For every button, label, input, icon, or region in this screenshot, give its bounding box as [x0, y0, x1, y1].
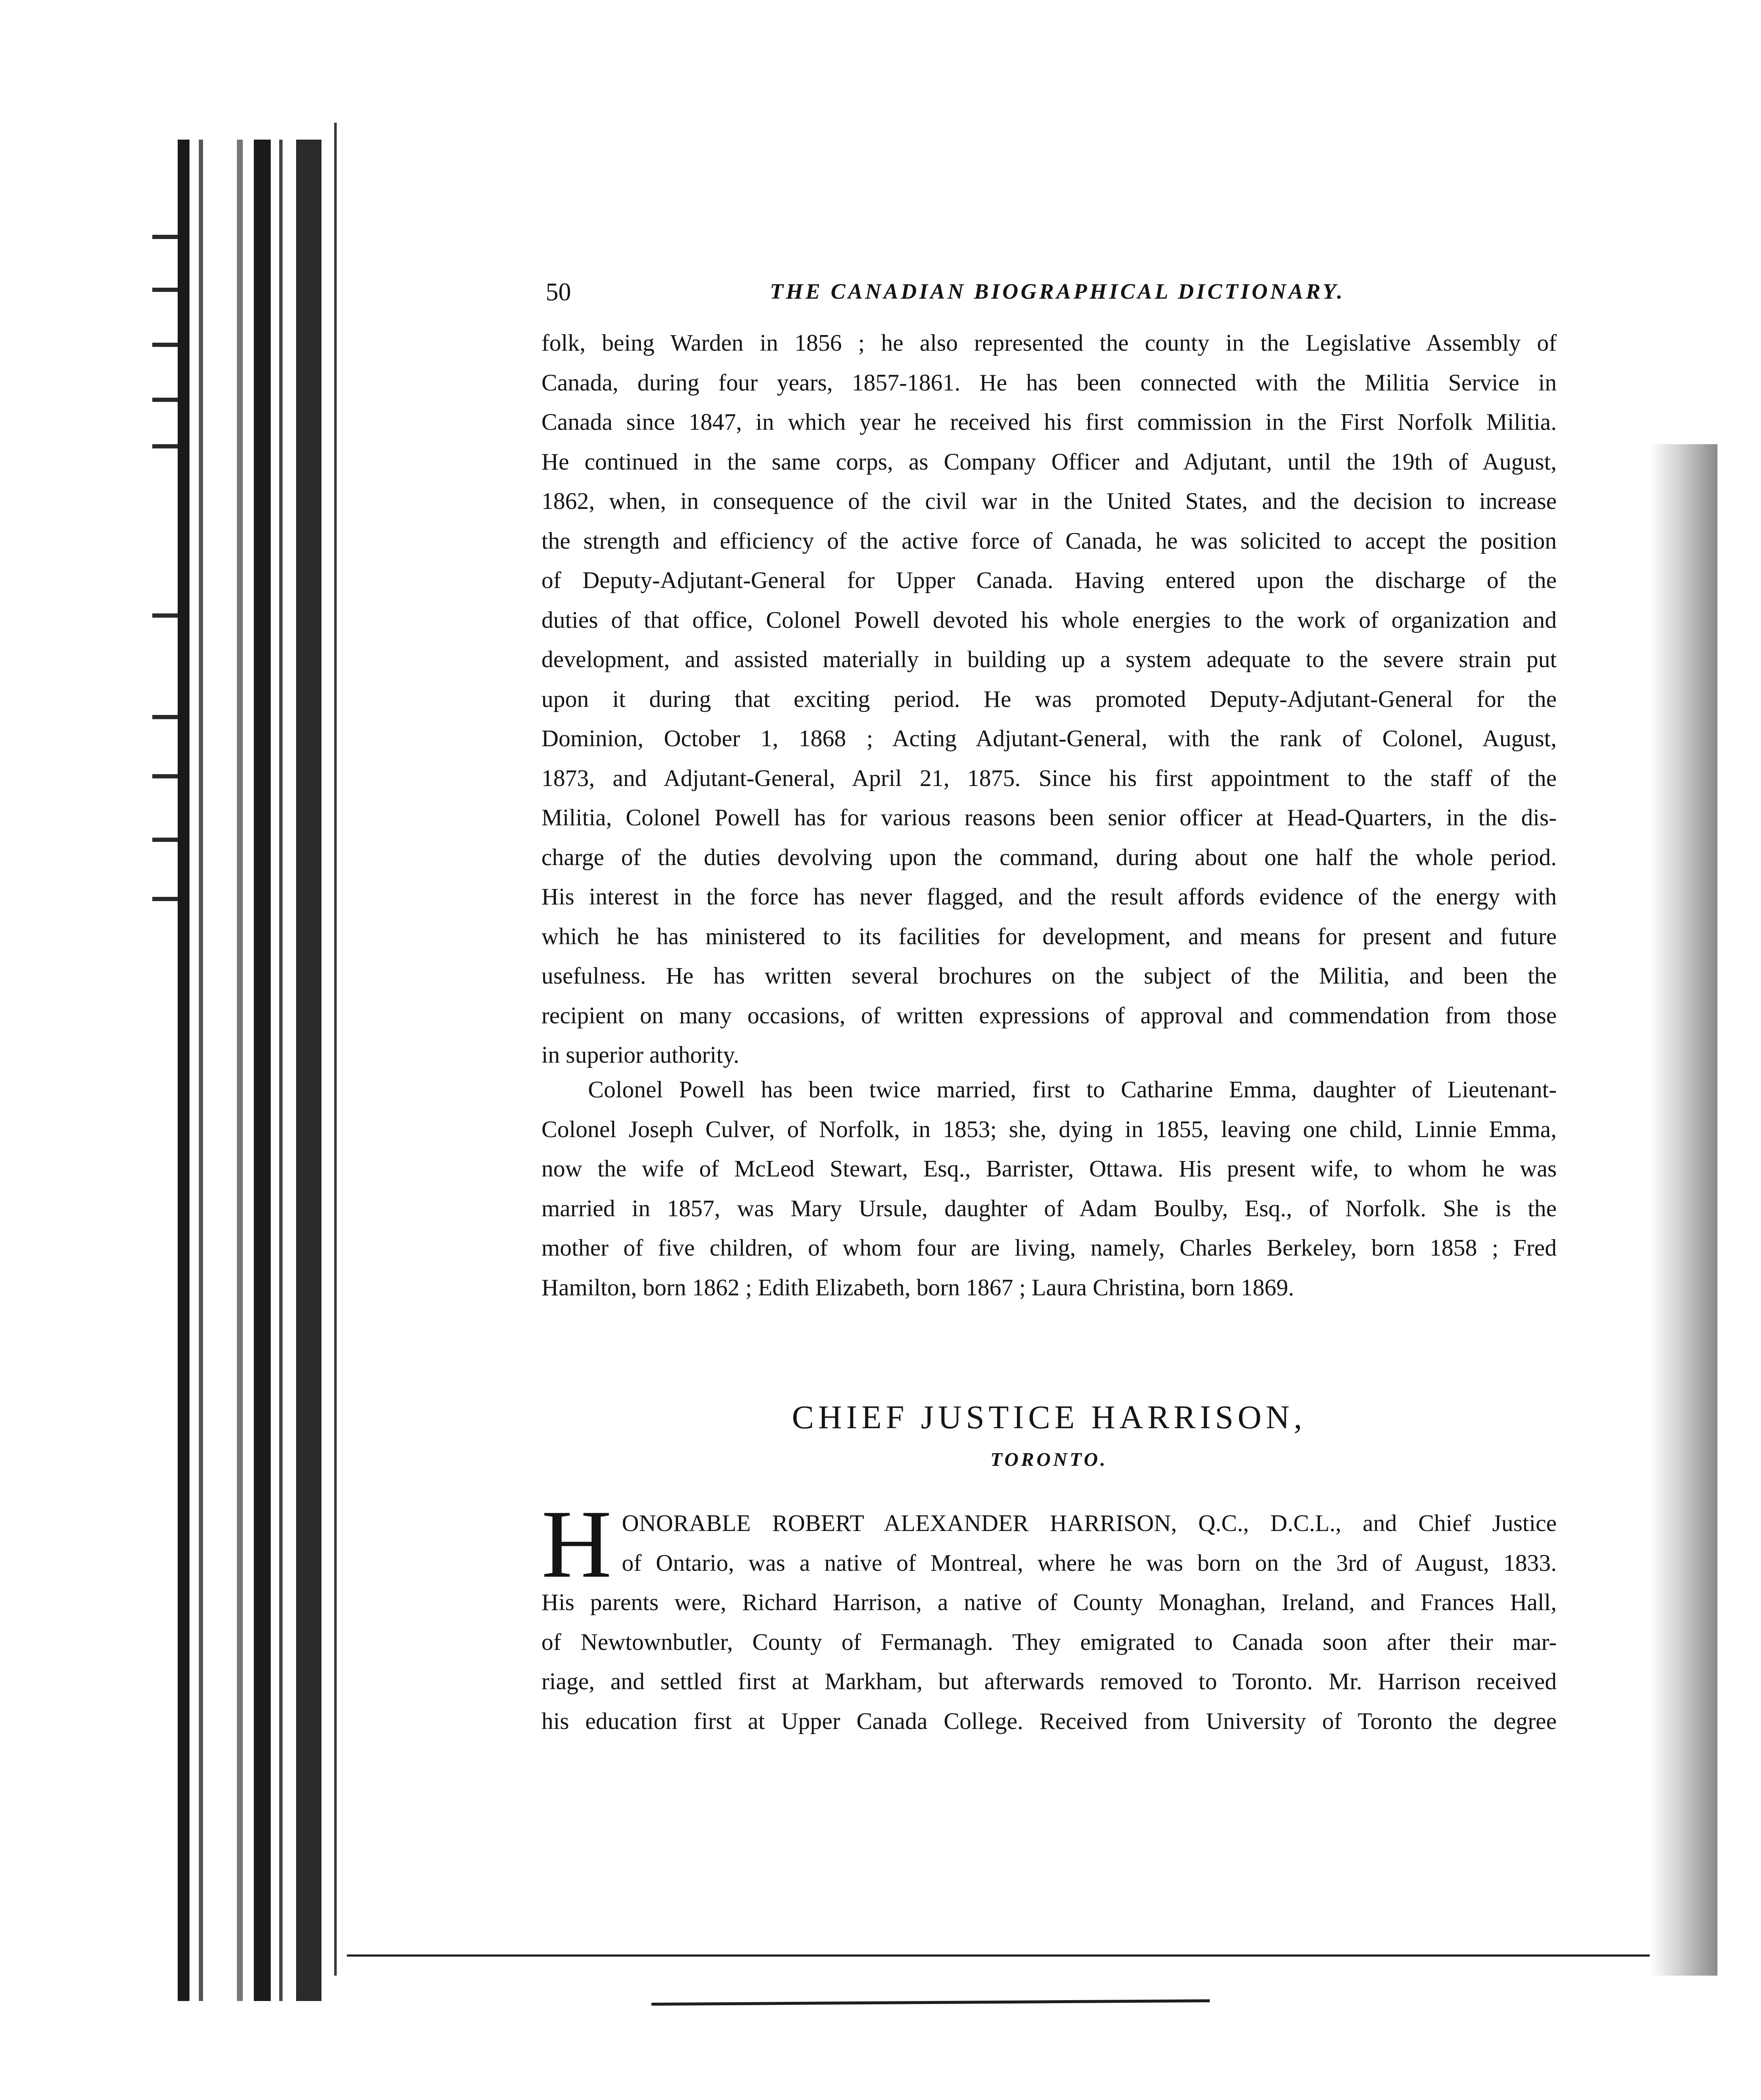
text-line: He continued in the same corps, as Company Officer and Adjutant, until the 19th of August, [541, 448, 1557, 475]
running-header [546, 275, 1552, 309]
text-line: Militia, Colonel Powell has for various reasons been senior officer at Head-Quarters, in the dis- [541, 805, 1557, 831]
spine-tick [152, 715, 178, 719]
text-line: recipient on many occasions, of written expressions of approval and commendation from those [541, 1002, 1557, 1029]
bottom-rule [347, 1954, 1650, 1957]
text-line: ONORABLE ROBERT ALEXANDER HARRISON, Q.C., D.C.L., and Chief Justice [622, 1510, 1557, 1537]
text-line: Colonel Powell has been twice married, first to Catharine Emma, daughter of Lieutenant- [588, 1077, 1557, 1103]
text-line: of Newtownbutler, County of Fermanagh. They emigrated to Canada soon after their mar- [541, 1629, 1557, 1655]
spine-tick [152, 343, 178, 347]
text-line: Canada, during four years, 1857-1861. He has been connected with the Militia Service in [541, 369, 1557, 396]
page-edge [334, 123, 337, 1976]
book-spine [152, 140, 334, 2001]
text-line: His parents were, Richard Harrison, a native of County Monaghan, Ireland, and Frances Hall, [541, 1589, 1557, 1616]
text-line: of Ontario, was a native of Montreal, where he was born on the 3rd of August, 1833. [622, 1550, 1557, 1576]
spine-tick [152, 235, 178, 239]
spine-tick [152, 444, 178, 448]
text-line: Colonel Joseph Culver, of Norfolk, in 1853; she, dying in 1855, leaving one child, Linnie Emma, [541, 1116, 1557, 1143]
section-paragraph [541, 1583, 1557, 1741]
spine-band [199, 140, 203, 2001]
paragraph-1 [541, 324, 1557, 1075]
text-line: Hamilton, born 1862 ; Edith Elizabeth, born 1867 ; Laura Christina, born 1869. [541, 1274, 1294, 1301]
text-line: upon it during that exciting period. He was promoted Deputy-Adjutant-General for the [541, 686, 1557, 712]
text-line: his education first at Upper Canada College. Received from University of Toronto the degree [541, 1708, 1557, 1734]
spine-tick [152, 774, 178, 778]
text-line: duties of that office, Colonel Powell devoted his whole energies to the work of organization and [541, 607, 1557, 633]
text-line: of Deputy-Adjutant-General for Upper Canada. Having entered upon the discharge of the [541, 567, 1557, 594]
dropcap-lines [622, 1504, 1557, 1583]
text-line: charge of the duties devolving upon the command, during about one half the whole period. [541, 844, 1557, 871]
text-line: folk, being Warden in 1856 ; he also represented the county in the Legislative Assembly of [541, 330, 1557, 356]
drop-cap: H [541, 1490, 612, 1598]
spine-tick [152, 838, 178, 842]
text-line: riage, and settled first at Markham, but afterwards removed to Toronto. Mr. Harrison received [541, 1668, 1557, 1695]
running-title: THE CANADIAN BIOGRAPHICAL DICTIONARY. [770, 280, 1345, 304]
spine-band [237, 140, 243, 2001]
text-line: Dominion, October 1, 1868 ; Acting Adjutant-General, with the rank of Colonel, August, [541, 726, 1557, 752]
spine-band [254, 140, 271, 2001]
spine-band [178, 140, 190, 2001]
text-line: in superior authority. [541, 1042, 739, 1068]
spine-tick [152, 288, 178, 292]
text-line: His interest in the force has never flagged, and the result affords evidence of the energy with [541, 884, 1557, 910]
text-line: usefulness. He has written several brochures on the subject of the Militia, and been the [541, 963, 1557, 989]
spine-tick [152, 398, 178, 402]
text-line: 1862, when, in consequence of the civil war in the United States, and the decision to increase [541, 488, 1557, 514]
text-line: which he has ministered to its facilities for development, and means for present and future [541, 923, 1557, 950]
text-line: married in 1857, was Mary Ursule, daughter of Adam Boulby, Esq., of Norfolk. She is the [541, 1195, 1557, 1222]
spine-tick [152, 613, 178, 618]
text-line: Canada since 1847, in which year he received his first commission in the First Norfolk Militia. [541, 409, 1557, 435]
spine-band [296, 140, 321, 2001]
spine-band [279, 140, 283, 2001]
page-number: 50 [546, 278, 571, 306]
text-line: development, and assisted materially in building up a system adequate to the severe strain put [541, 646, 1557, 673]
section-heading: CHIEF JUSTICE HARRISON, [792, 1399, 1306, 1435]
section-location: TORONTO. [990, 1449, 1108, 1470]
text-line: mother of five children, of whom four are living, namely, Charles Berkeley, born 1858 ; Fred [541, 1235, 1557, 1261]
page-gutter-shadow [1650, 444, 1717, 1976]
bottom-rule-short [651, 1999, 1210, 2006]
text-line: 1873, and Adjutant-General, April 21, 1875. Since his first appointment to the staff of the [541, 765, 1557, 792]
paragraph-2 [541, 1070, 1557, 1308]
text-line: now the wife of McLeod Stewart, Esq., Barrister, Ottawa. His present wife, to whom he was [541, 1156, 1557, 1182]
text-line: the strength and efficiency of the active force of Canada, he was solicited to accept the position [541, 528, 1557, 554]
spine-tick [152, 897, 178, 901]
